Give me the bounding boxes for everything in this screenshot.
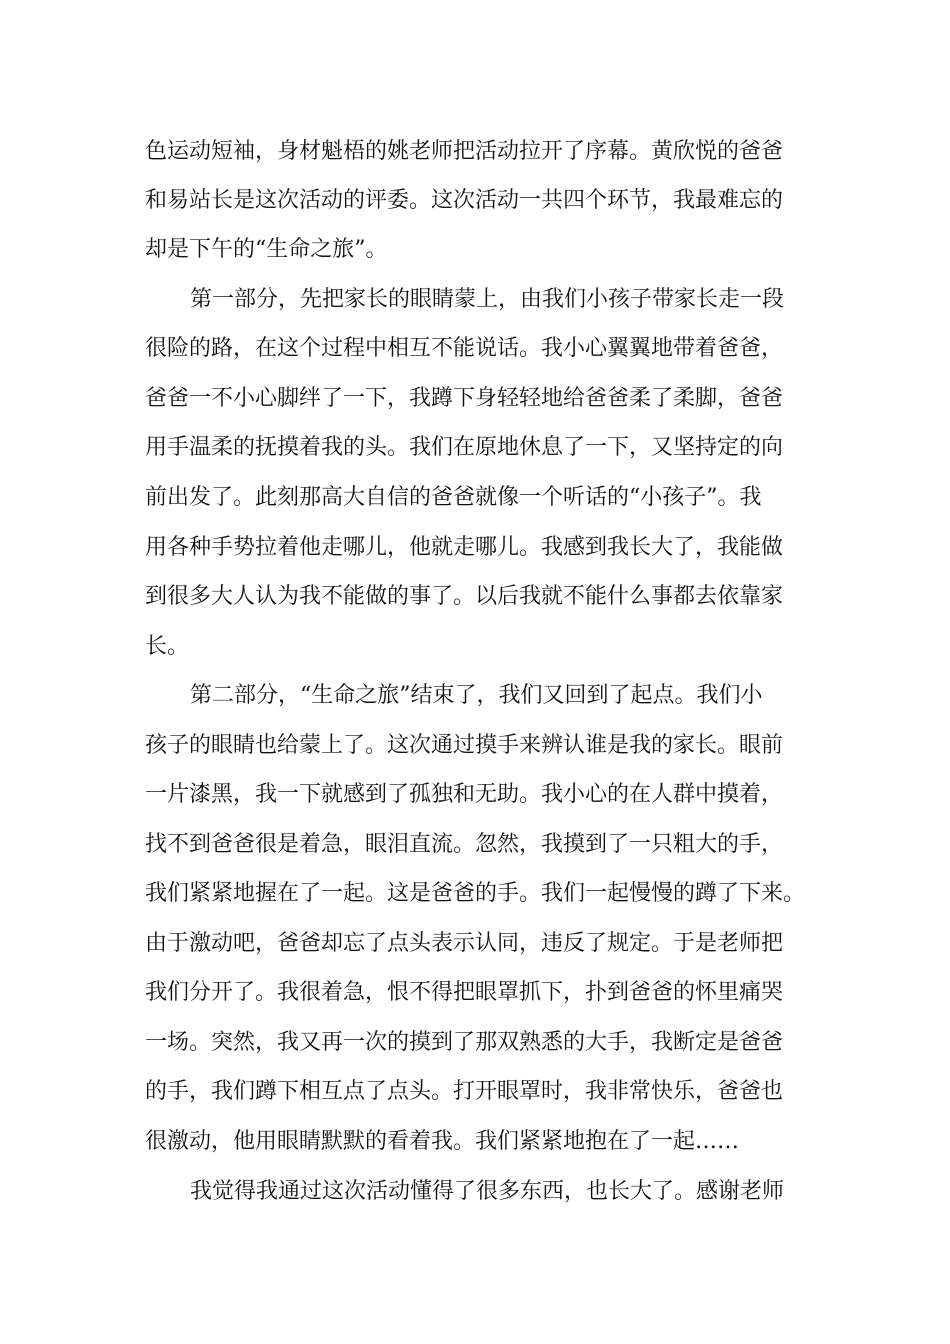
text-line: 前出发了。此刻那高大自信的爸爸就像一个听话的“小孩子”。我 <box>145 485 762 510</box>
text-line: 和易站长是这次活动的评委。这次活动一共四个环节，我最难忘的 <box>145 188 784 213</box>
text-line: 很激动，他用眼睛默默的看着我。我们紧紧地抱在了一起…… <box>145 1129 740 1154</box>
text-line: 却是下午的“生命之旅”。 <box>145 237 388 262</box>
text-line: 色运动短袖，身材魁梧的姚老师把活动拉开了序幕。黄欣悦的爸爸 <box>145 139 784 164</box>
text-line: 一场。突然，我又再一次的摸到了那双熟悉的大手，我断定是爸爸 <box>145 1030 784 1055</box>
paragraph-first-line: 第二部分，“生命之旅”结束了，我们又回到了起点。我们小 <box>190 683 763 708</box>
text-line: 用各种手势拉着他走哪儿，他就走哪儿。我感到我长大了，我能做 <box>145 535 784 560</box>
paragraph-first-line: 第一部分，先把家长的眼睛蒙上，由我们小孩子带家长走一段 <box>190 287 785 312</box>
paragraph-first-line: 我觉得我通过这次活动懂得了很多东西，也长大了。感谢老师 <box>190 1179 785 1204</box>
text-line: 长。 <box>145 634 190 659</box>
text-line: 找不到爸爸很是着急，眼泪直流。忽然，我摸到了一只粗大的手， <box>145 832 784 857</box>
text-line: 很险的路，在这个过程中相互不能说话。我小心翼翼地带着爸爸， <box>145 336 784 361</box>
text-line: 到很多大人认为我不能做的事了。以后我就不能什么事都去依靠家 <box>145 584 784 609</box>
text-line: 我们紧紧地握在了一起。这是爸爸的手。我们一起慢慢的蹲了下来。 <box>145 881 806 906</box>
text-line: 我们分开了。我很着急，恨不得把眼罩抓下，扑到爸爸的怀里痛哭 <box>145 980 784 1005</box>
text-line: 一片漆黑，我一下就感到了孤独和无助。我小心的在人群中摸着， <box>145 782 784 807</box>
text-line: 用手温柔的抚摸着我的头。我们在原地休息了一下，又坚持定的向 <box>145 435 784 460</box>
text-line: 孩子的眼睛也给蒙上了。这次通过摸手来辨认谁是我的家长。眼前 <box>145 733 784 758</box>
text-line: 由于激动吧，爸爸却忘了点头表示认同，违反了规定。于是老师把 <box>145 931 784 956</box>
text-line: 爸爸一不小心脚绊了一下，我蹲下身轻轻地给爸爸柔了柔脚，爸爸 <box>145 386 784 411</box>
text-line: 的手，我们蹲下相互点了点头。打开眼罩时，我非常快乐，爸爸也 <box>145 1079 784 1104</box>
